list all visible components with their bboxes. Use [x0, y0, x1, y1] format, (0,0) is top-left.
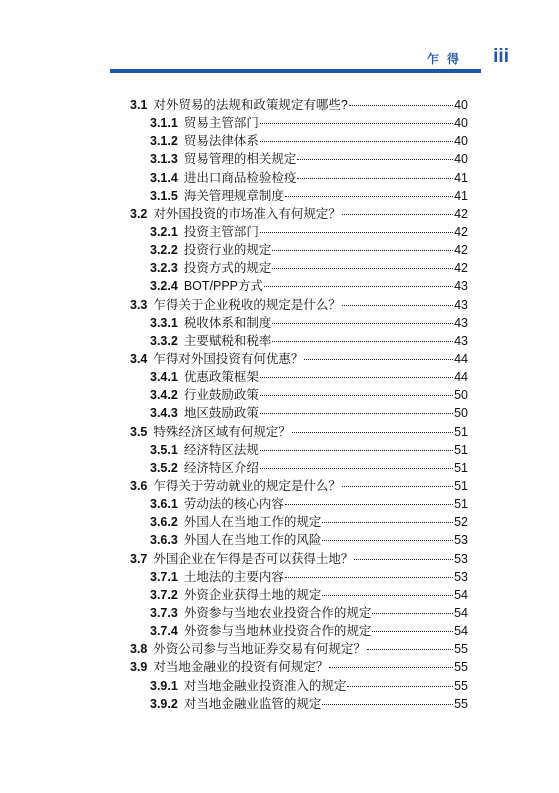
toc-subsection-entry[interactable]	[130, 223, 468, 241]
toc-dot-leader	[349, 105, 453, 106]
toc-entry-title: 对外国投资的市场准入有何规定？	[153, 206, 341, 221]
toc-entry-page: 51	[454, 478, 468, 493]
toc-entry-number: 3.6.3	[150, 533, 178, 548]
toc-dot-leader	[347, 686, 453, 687]
toc-entry-title: 贸易法律体系	[183, 134, 259, 149]
toc-subsection-entry[interactable]	[130, 169, 468, 187]
toc-entry-number: 3.2.4	[150, 279, 178, 294]
toc-entry-number: 3.7	[130, 551, 148, 566]
toc-subsection-entry[interactable]	[130, 441, 468, 459]
toc-entry-number: 3.9.2	[150, 696, 178, 711]
toc-section-entry[interactable]	[130, 350, 468, 368]
toc-entry-page: 44	[454, 370, 468, 385]
toc-dot-leader	[342, 486, 453, 487]
toc-subsection-entry[interactable]	[130, 259, 468, 277]
toc-entry-number: 3.7.1	[150, 569, 178, 584]
toc-subsection-entry[interactable]	[130, 332, 468, 350]
toc-entry-title: 外资参与当地林业投资合作的规定	[183, 624, 372, 639]
toc-dot-leader	[329, 667, 453, 668]
toc-entry-title: 海关管理规章制度	[183, 188, 284, 203]
toc-dot-leader	[285, 577, 453, 578]
toc-dot-leader	[260, 395, 453, 396]
toc-dot-leader	[342, 305, 453, 306]
toc-subsection-entry[interactable]	[130, 531, 468, 549]
toc-dot-leader	[304, 359, 453, 360]
toc-entry-number: 3.9.1	[150, 678, 178, 693]
toc-dot-leader	[372, 631, 453, 632]
toc-entry-page: 52	[454, 515, 468, 530]
toc-entry-title: 外资企业获得土地的规定	[183, 587, 322, 602]
toc-entry-number: 3.2.1	[150, 224, 178, 239]
toc-subsection-entry[interactable]	[130, 150, 468, 168]
toc-entry-page: 53	[454, 551, 468, 566]
toc-entry-page: 41	[454, 170, 468, 185]
toc-dot-leader	[372, 613, 453, 614]
toc-section-entry[interactable]	[130, 96, 468, 114]
toc-dot-leader	[322, 540, 453, 541]
toc-entry-page: 55	[454, 696, 468, 711]
toc-entry-title: 对当地金融业监管的规定	[183, 696, 322, 711]
toc-entry-number: 3.6.1	[150, 497, 178, 512]
toc-entry-page: 43	[454, 315, 468, 330]
toc-dot-leader	[260, 141, 453, 142]
toc-entry-title: 行业鼓励政策	[183, 388, 259, 403]
toc-entry-number: 3.7.3	[150, 605, 178, 620]
toc-entry-page: 51	[454, 460, 468, 475]
toc-entry-title: 主要赋税和税率	[183, 333, 272, 348]
toc-dot-leader	[260, 413, 453, 414]
toc-entry-title: 乍得关于企业税收的规定是什么？	[153, 297, 341, 312]
toc-entry-number: 3.1.4	[150, 170, 178, 185]
toc-subsection-entry[interactable]	[130, 132, 468, 150]
toc-subsection-entry[interactable]	[130, 314, 468, 332]
toc-section-entry[interactable]	[130, 296, 468, 314]
toc-entry-title: 外国人在当地工作的规定	[183, 515, 322, 530]
toc-entry-page: 40	[454, 98, 468, 112]
toc-entry-number: 3.1.5	[150, 188, 178, 203]
toc-entry-number: 3.5.1	[150, 442, 178, 457]
toc-section-entry[interactable]	[130, 423, 468, 441]
toc-subsection-entry[interactable]	[130, 386, 468, 404]
page-number: iii	[493, 46, 509, 67]
toc-entry-title: 投资主管部门	[183, 224, 259, 239]
toc-entry-page: 53	[454, 569, 468, 584]
running-header-title: 乍得	[426, 52, 467, 66]
toc-entry-number: 3.6.2	[150, 515, 178, 530]
toc-subsection-entry[interactable]	[130, 404, 468, 422]
toc-entry-title: 对外贸易的法规和政策规定有哪些?	[153, 98, 348, 112]
toc-entry-title: 外国人在当地工作的风险	[183, 533, 322, 548]
toc-entry-page: 51	[454, 497, 468, 512]
toc-dot-leader	[260, 232, 453, 233]
toc-entry-page: 44	[454, 351, 468, 366]
toc-entry-page: 54	[454, 605, 468, 620]
toc-dot-leader	[260, 468, 453, 469]
toc-dot-leader	[285, 504, 453, 505]
toc-entry-title: 乍得关于劳动就业的规定是什么？	[153, 478, 341, 493]
toc-entry-number: 3.2.3	[150, 261, 178, 276]
toc-entry-number: 3.8	[130, 642, 148, 657]
toc-entry-page: 42	[454, 224, 468, 239]
toc-entry-number: 3.3	[130, 297, 148, 312]
toc-entry-number: 3.3.2	[150, 333, 178, 348]
toc-entry-number: 3.9	[130, 660, 148, 675]
toc-entry-title: 经济特区介绍	[183, 460, 259, 475]
toc-entry-title: 对当地金融业投资准入的规定	[183, 678, 347, 693]
toc-dot-leader	[322, 595, 453, 596]
toc-entry-page: 55	[454, 642, 468, 657]
toc-subsection-entry[interactable]	[130, 114, 468, 132]
toc-entry-number: 3.2.2	[150, 243, 178, 258]
toc-entry-number: 3.3.1	[150, 315, 178, 330]
toc-entry-number: 3.7.2	[150, 587, 178, 602]
toc-entry-title: 地区鼓励政策	[183, 406, 259, 421]
toc-entry-title: 外国企业在乍得是否可以获得土地？	[153, 551, 354, 566]
toc-section-entry[interactable]	[130, 658, 468, 676]
toc-entry-title: 乍得对外国投资有何优惠？	[153, 351, 304, 366]
toc-dot-leader	[260, 450, 453, 451]
toc-entry-number: 3.5	[130, 424, 148, 439]
toc-dot-leader	[285, 196, 453, 197]
toc-entry-number: 3.2	[130, 206, 148, 221]
toc-subsection-entry[interactable]	[130, 677, 468, 695]
header-rule	[110, 69, 481, 73]
toc-dot-leader	[297, 159, 453, 160]
toc-entry-title: 贸易管理的相关规定	[183, 152, 297, 167]
toc-entry-number: 3.5.2	[150, 460, 178, 475]
toc-entry-title: 劳动法的核心内容	[183, 497, 284, 512]
toc-entry-page: 50	[454, 388, 468, 403]
toc-dot-leader	[297, 178, 453, 179]
toc-section-entry[interactable]	[130, 550, 468, 568]
toc-entry-page: 43	[454, 297, 468, 312]
toc-entry-title: 外资公司参与当地证券交易有何规定？	[153, 642, 366, 657]
toc-dot-leader	[272, 341, 453, 342]
toc-entry-title: BOT/PPP方式	[183, 279, 263, 294]
toc-dot-leader	[272, 250, 453, 251]
toc-entry-page: 42	[454, 243, 468, 258]
toc-entry-number: 3.7.4	[150, 624, 178, 639]
toc-dot-leader	[292, 432, 453, 433]
toc-entry-title: 贸易主管部门	[183, 116, 259, 131]
toc-dot-leader	[322, 522, 453, 523]
table-of-contents	[130, 96, 468, 713]
toc-entry-number: 3.4.3	[150, 406, 178, 421]
toc-entry-title: 特殊经济区域有何规定？	[153, 424, 291, 439]
toc-section-entry[interactable]	[130, 640, 468, 658]
toc-entry-number: 3.1	[130, 98, 148, 112]
toc-dot-leader	[272, 268, 453, 269]
toc-entry-page: 40	[454, 152, 468, 167]
toc-entry-page: 54	[454, 587, 468, 602]
toc-dot-leader	[354, 559, 453, 560]
toc-entry-page: 41	[454, 188, 468, 203]
toc-entry-title: 投资方式的规定	[183, 261, 272, 276]
toc-entry-number: 3.1.1	[150, 116, 178, 131]
toc-entry-page: 40	[454, 116, 468, 131]
toc-entry-page: 40	[454, 134, 468, 149]
toc-subsection-entry[interactable]	[130, 604, 468, 622]
toc-entry-title: 税收体系和制度	[183, 315, 272, 330]
toc-section-entry[interactable]	[130, 205, 468, 223]
toc-entry-title: 外资参与当地农业投资合作的规定	[183, 605, 372, 620]
toc-dot-leader	[260, 377, 453, 378]
toc-section-entry[interactable]	[130, 477, 468, 495]
toc-subsection-entry[interactable]	[130, 368, 468, 386]
toc-subsection-entry[interactable]	[130, 277, 468, 295]
toc-dot-leader	[367, 649, 453, 650]
toc-dot-leader	[264, 286, 453, 287]
toc-subsection-entry[interactable]	[130, 513, 468, 531]
toc-subsection-entry[interactable]	[130, 495, 468, 513]
toc-subsection-entry[interactable]	[130, 695, 468, 713]
toc-entry-number: 3.4.1	[150, 370, 178, 385]
toc-entry-title: 优惠政策框架	[183, 370, 259, 385]
toc-entry-number: 3.1.2	[150, 134, 178, 149]
toc-dot-leader	[342, 214, 453, 215]
toc-subsection-entry[interactable]	[130, 568, 468, 586]
toc-entry-page: 50	[454, 406, 468, 421]
toc-entry-page: 43	[454, 279, 468, 294]
toc-entry-page: 51	[454, 442, 468, 457]
toc-entry-title: 经济特区法规	[183, 442, 259, 457]
toc-entry-title: 投资行业的规定	[183, 243, 272, 258]
toc-entry-number: 3.6	[130, 478, 148, 493]
toc-entry-page: 42	[454, 206, 468, 221]
toc-entry-page: 43	[454, 333, 468, 348]
toc-entry-page: 55	[454, 678, 468, 693]
toc-dot-leader	[322, 704, 453, 705]
toc-dot-leader	[272, 323, 453, 324]
toc-subsection-entry[interactable]	[130, 586, 468, 604]
toc-entry-page: 55	[454, 660, 468, 675]
toc-entry-number: 3.4.2	[150, 388, 178, 403]
toc-entry-page: 53	[454, 533, 468, 548]
toc-subsection-entry[interactable]	[130, 622, 468, 640]
toc-subsection-entry[interactable]	[130, 241, 468, 259]
toc-entry-title: 进出口商品检验检疫	[183, 170, 297, 185]
toc-entry-number: 3.4	[130, 351, 148, 366]
toc-entry-page: 51	[454, 424, 468, 439]
toc-entry-page: 42	[454, 261, 468, 276]
toc-subsection-entry[interactable]	[130, 459, 468, 477]
toc-dot-leader	[260, 123, 453, 124]
toc-entry-title: 对当地金融业的投资有何规定？	[153, 660, 329, 675]
toc-entry-page: 54	[454, 624, 468, 639]
toc-entry-number: 3.1.3	[150, 152, 178, 167]
toc-subsection-entry[interactable]	[130, 187, 468, 205]
toc-entry-title: 土地法的主要内容	[183, 569, 284, 584]
